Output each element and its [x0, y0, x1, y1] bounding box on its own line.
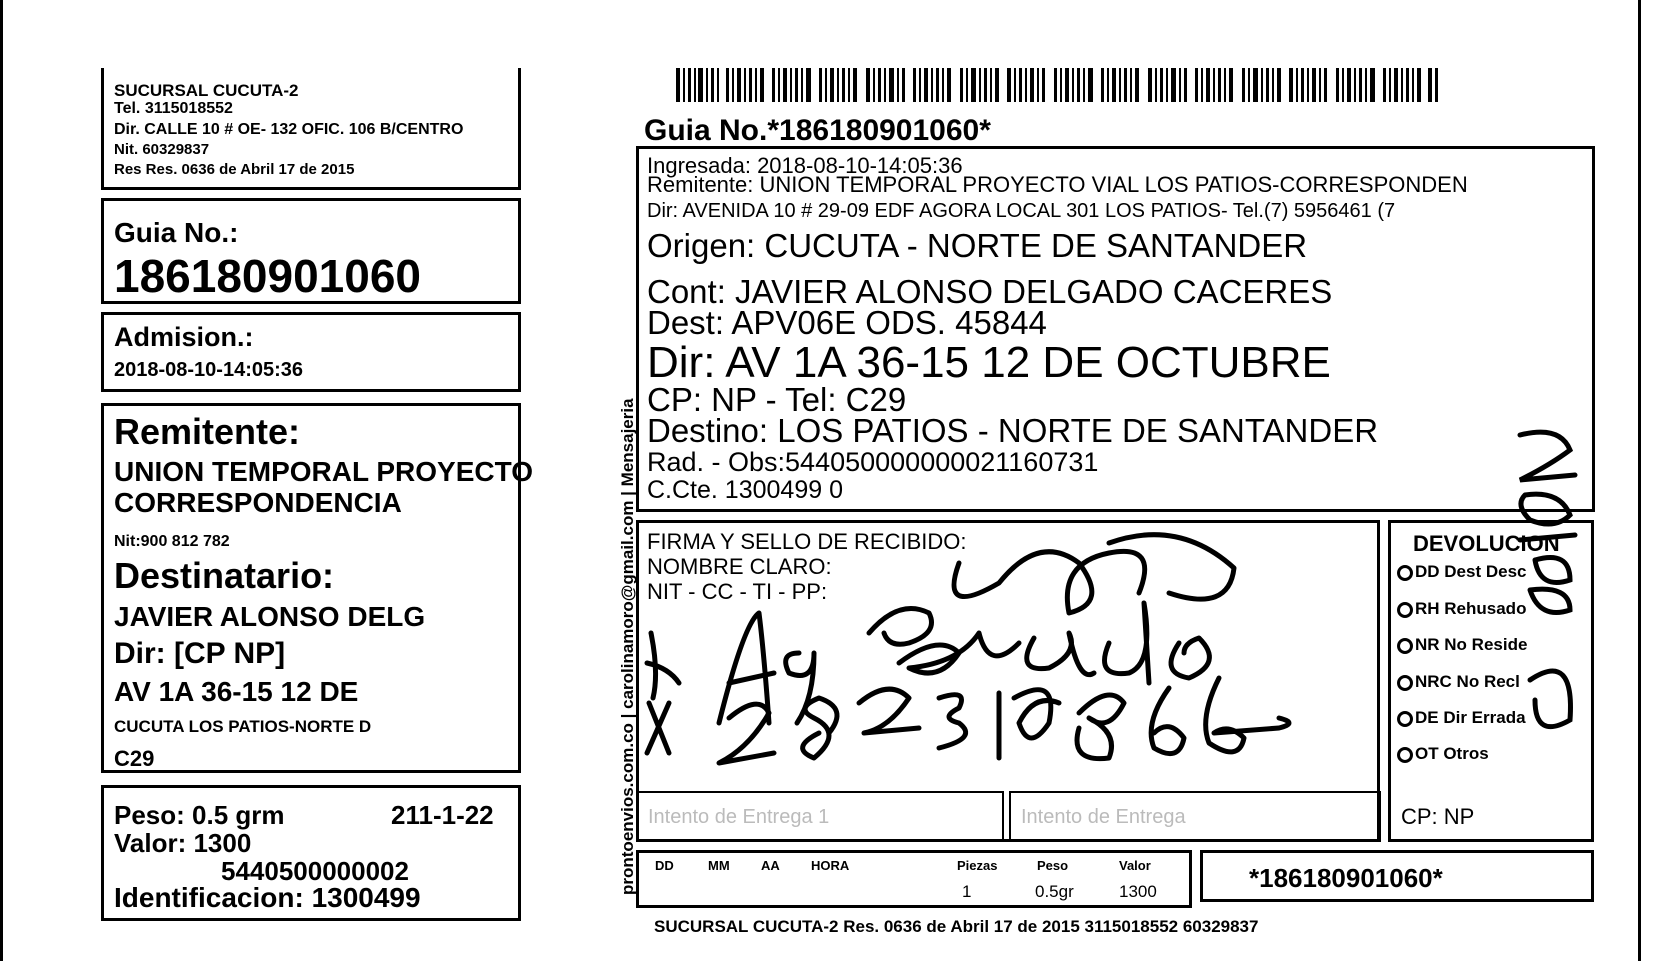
radio-icon[interactable] — [1397, 675, 1413, 691]
totals-box — [101, 785, 521, 921]
main-remitente: Remitente: UNION TEMPORAL PROYECTO VIAL LOS PATIOS-CORRESPONDEN — [647, 172, 1468, 197]
remitente-line2: CORRESPONDENCIA — [114, 487, 402, 518]
intento-label: Intento de Entrega 1 — [648, 806, 830, 828]
main-dir: Dir: AVENIDA 10 # 29-09 EDF AGORA LOCAL 301 LOS PATIOS- Tel.(7) 5956461 (7 — [647, 200, 1396, 222]
table-header-aa: AA — [761, 858, 780, 873]
barcode — [676, 68, 1440, 102]
barcode-text: *186180901060* — [1249, 863, 1443, 893]
table-header-dd: DD — [655, 858, 674, 873]
branch-res: Res Res. 0636 de Abril 17 de 2015 — [114, 161, 355, 178]
radio-icon[interactable] — [1397, 747, 1413, 763]
branch-name: SUCURSAL CUCUTA-2 — [114, 81, 299, 100]
totals-code: 211-1-22 — [391, 800, 494, 830]
table-header-peso: Peso — [1037, 858, 1069, 873]
radio-icon[interactable] — [1397, 602, 1413, 618]
table-value-peso: 0.5gr — [1035, 882, 1074, 901]
totals-valor: Valor: 1300 — [114, 828, 252, 858]
signature-box — [636, 520, 1380, 842]
radio-icon[interactable] — [1397, 638, 1413, 654]
dir-dest: Dir: AV 1A 36-15 12 DE OCTUBRE — [647, 338, 1331, 387]
guia-number: 186180901060 — [114, 250, 421, 302]
table-header-piezas: Piezas — [957, 858, 998, 873]
table-value-valor: 1300 — [1119, 882, 1157, 901]
destinatario-label: Destinatario: — [114, 555, 335, 596]
origen: Origen: CUCUTA - NORTE DE SANTANDER — [647, 227, 1308, 264]
table-value-piezas: 1 — [962, 882, 972, 901]
remitente-label: Remitente: — [114, 411, 301, 452]
guia-title: Guia No.*186180901060* — [644, 114, 991, 147]
table-header-mm: MM — [708, 858, 730, 873]
radio-icon[interactable] — [1397, 711, 1413, 727]
firma-line2: NOMBRE CLARO: — [647, 554, 832, 579]
footer-text: SUCURSAL CUCUTA-2 Res. 0636 de Abril 17 de 2015 3115018552 60329837 — [654, 917, 1259, 936]
remitente-line1: UNION TEMPORAL PROYECTO — [114, 456, 534, 487]
totals-ref: 5440500000002 — [221, 856, 409, 886]
main-box-right-edge — [1592, 146, 1595, 512]
radio-icon[interactable] — [1397, 565, 1413, 581]
table-header-hora: HORA — [811, 858, 850, 873]
destinatario-dir: Dir: [CP NP] — [114, 637, 286, 670]
devolucion-option-label: OT Otros — [1415, 744, 1489, 763]
ingresada: Ingresada: 2018-08-10-14:05:36 — [647, 153, 963, 178]
devolucion-option-label: DE Dir Errada — [1415, 708, 1526, 727]
handwritten-signature — [639, 523, 1379, 793]
admision-box — [101, 312, 521, 392]
entrega-label: Intento de Entrega — [1021, 806, 1186, 828]
devolucion-option-label: NRC No Recl — [1415, 672, 1520, 691]
firma-line1: FIRMA Y SELLO DE RECIBIDO: — [647, 529, 967, 554]
branch-tel: Tel. 3115018552 — [114, 100, 233, 117]
destinatario-tel: C29 — [114, 746, 155, 771]
totals-ident: Identificacion: 1300499 — [114, 882, 421, 913]
table-header-valor: Valor — [1119, 858, 1151, 873]
right-edge-line — [1638, 0, 1641, 961]
barcode-text-box — [1200, 850, 1594, 902]
destinatario-address: AV 1A 36-15 12 DE — [114, 676, 359, 707]
remitente-nit: Nit:900 812 782 — [114, 533, 230, 550]
branch-nit: Nit. 60329837 — [114, 141, 210, 158]
devolucion-option-label: RH Rehusado — [1415, 599, 1527, 618]
branch-box — [101, 68, 521, 190]
cont: Cont: JAVIER ALONSO DELGADO CACERES — [647, 273, 1333, 310]
guia-box — [101, 198, 521, 304]
destinatario-name: JAVIER ALONSO DELG — [114, 601, 426, 632]
dest: Dest: APV06E ODS. 45844 — [647, 304, 1047, 341]
branch-dir: Dir. CALLE 10 # OE- 132 OFIC. 106 B/CENTRO — [114, 121, 464, 138]
totals-peso: Peso: 0.5 grm — [114, 800, 285, 830]
admision-label: Admision.: — [114, 322, 254, 352]
devolucion-title: DEVOLUCION — [1413, 531, 1560, 556]
devolucion-option-label: DD Dest Desc — [1415, 562, 1527, 581]
devolucion-option[interactable] — [1397, 745, 1489, 763]
cp-tel: CP: NP - Tel: C29 — [647, 381, 907, 418]
details-table-box — [636, 850, 1192, 908]
firma-line3: NIT - CC - TI - PP: — [647, 579, 828, 604]
guia-label: Guia No.: — [114, 217, 239, 248]
devolucion-cp: CP: NP — [1401, 804, 1475, 829]
handwritten-date-mark — [1500, 420, 1590, 780]
ccte: C.Cte. 1300499 0 — [647, 476, 843, 504]
left-edge-line — [0, 0, 3, 961]
admision-date: 2018-08-10-14:05:36 — [114, 359, 304, 381]
side-website-text: prontoenvios.com.co | carolinamoro@gmail.com | Mensajeria — [618, 398, 637, 895]
rad-obs: Rad. - Obs:544050000000021160731 — [647, 447, 1099, 477]
main-info-box — [636, 146, 1594, 512]
entrega-box — [1009, 791, 1381, 842]
destinatario-city: CUCUTA LOS PATIOS-NORTE D — [114, 717, 372, 736]
devolucion-option-label: NR No Reside — [1415, 635, 1528, 654]
destino: Destino: LOS PATIOS - NORTE DE SANTANDER — [647, 412, 1379, 449]
intento-box — [636, 791, 1004, 842]
address-box — [101, 403, 534, 773]
